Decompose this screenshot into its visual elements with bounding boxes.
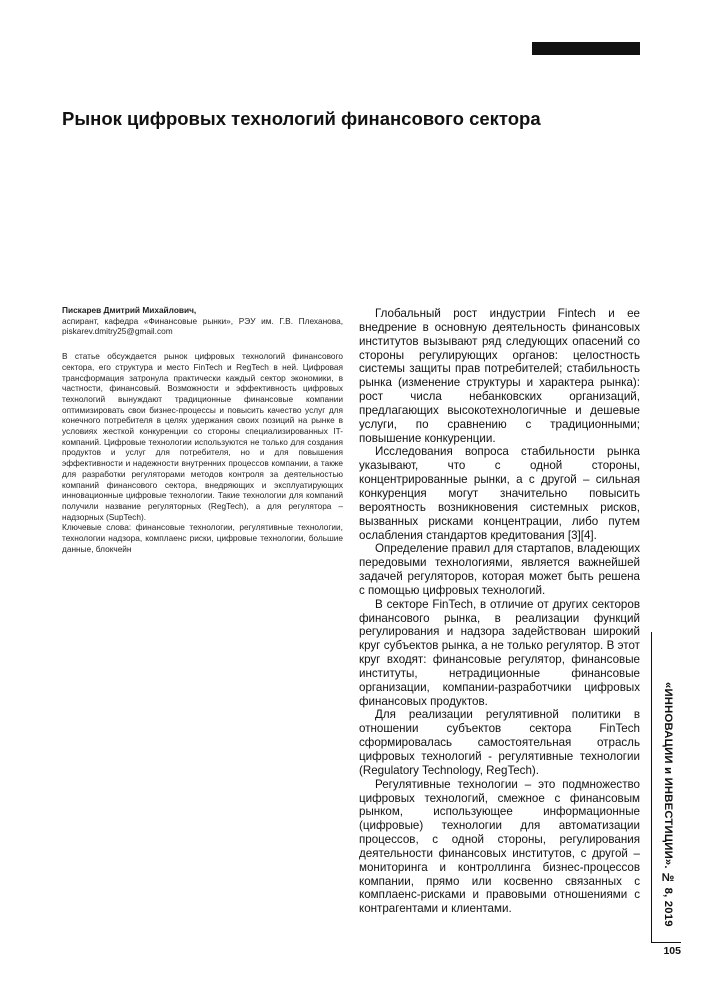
journal-title-text: «ИННОВАЦИИ и ИНВЕСТИЦИИ». № 8, 2019 (662, 681, 674, 927)
margin-rule-horizontal (651, 942, 681, 943)
abstract-text: В статье обсуждается рынок цифровых технологий финансового сектора, его структура и место FinTech и RegTech в ней. Цифровая трансформация затронула практически каждый сектор экономики, в частности, финансовый. Возможности и эффективность цифровых технологий вынуждают традиционные финансовые компании оптимизировать свои бизнес-процессы и повысить качество услуг для конечного потребителя в целях удержания своих позиций на рынке в условиях жесткой конкуренции со стороны специализированных IT-компаний. Цифровые технологии используются не только для создания продуктов и услуг для потребителя, но и для повышения эффективности и надежности внутренних процессов компании, а также для разработки регуляторами методов контроля за деятельностью компаний финансового сектора, внедряющих и эксплуатирующих инновационные цифровые технологии. Такие технологии для компаний получили название регуляторных (RegTech), а для регулятора – надзорных (SupTech). (62, 351, 343, 522)
body-paragraph: Для реализации регулятивной политики в отношении субъектов сектора FinTech сформировалась самостоятельная отрасль цифровых технологий - регулятивные технологии (Regulatory Technology, RegTech). (359, 708, 640, 777)
author-affiliation: аспирант, кафедра «Финансовые рынки», РЭУ им. Г.В. Плеханова, piskarev.dmitry25@gmail.com (62, 315, 343, 337)
page-number: 105 (663, 945, 681, 957)
body-paragraph: Исследования вопроса стабильности рынка указывают, что с одной стороны, концентрированные рынки, а с другой – сильная конкуренция могут значительно повысить вероятность возникновения системных рисков, вызванных рисками концентрации, либо путем ослабления стандартов кредитования [3][4]. (359, 445, 640, 542)
article-title: Рынок цифровых технологий финансового сектора (62, 108, 541, 129)
body-paragraph: В секторе FinTech, в отличие от других секторов финансового рынка, в реализации функций регулирования и надзора задействован широкий круг субъектов рынка, а не только регулятор. В этот круг входят: финансовые регулятор, финансовые институты, нетрадиционные финансовые организации, компании-разработчики цифровых финансовых продуктов. (359, 597, 640, 708)
author-name: Пискарев Дмитрий Михайлович, (62, 305, 197, 315)
body-text-column (359, 307, 640, 916)
journal-running-title (658, 672, 678, 936)
body-paragraph: Определение правил для стартапов, владеющих передовыми технологиями, является важнейшей задачей регуляторов, которая может быть решена с помощью цифровых технологий. (359, 542, 640, 597)
header-decoration-bar (532, 42, 640, 55)
body-paragraph: Глобальный рост индустрии Fintech и ее внедрение в основную деятельность финансовых институтов вызывают ряд следующих опасений со стороны регулирующих органов: целостность системы защиты прав потребителей; стабильность рынка (изменение структуры и характера рынка): рост числа небанковских организаций, предлагающих высокотехнологичные и дешевые услуги, по сравнению с традиционными; повышение конкуренции. (359, 307, 640, 445)
margin-rule-vertical (651, 632, 652, 942)
keywords: Ключевые слова: финансовые технологии, регулятивные технологии, технологии надзора, комплаенс риски, цифровые технологии, большие данные, блокчейн (62, 522, 343, 554)
body-paragraph: Регулятивные технологии – это подмножество цифровых технологий, смежное с финансовым рынком, использующее информационные (цифровые) технологии для автоматизации процессов, с одной стороны, регулирования деятельности финансовых институтов, с другой – мониторинга и контроллинга бизнес-процессов компании, прямо или косвенно связанных с комплаенс-рисками и правовыми отношениями с контрагентами и клиентами. (359, 777, 640, 916)
author-abstract-column (62, 305, 343, 554)
